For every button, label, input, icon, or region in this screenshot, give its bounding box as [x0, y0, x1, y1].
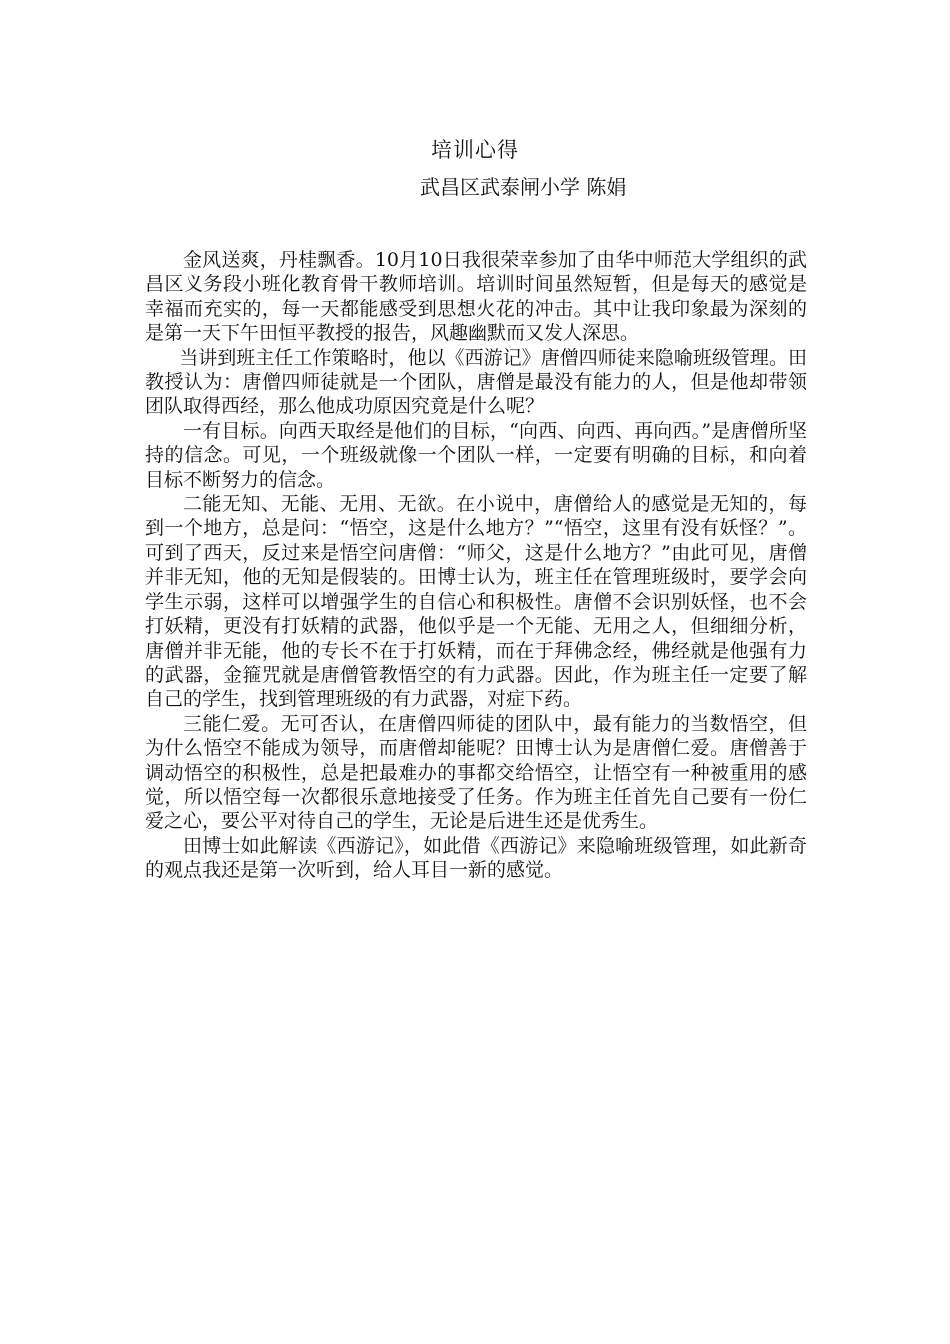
paragraph-point-three: 三能仁爱。无可否认，在唐僧四师徒的团队中，最有能力的当数悟空，但为什么悟空不能成为领导，而唐僧却能呢？田博士认为是唐僧仁爱。唐僧善于调动悟空的积极性，总是把最难办的事都交给悟空，让悟空有一种被重用的感觉，所以悟空每一次都很乐意地接受了任务。作为班主任首先自己要有一份仁爱之心，要公平对待自己的学生，无论是后进生还是优秀生。: [145, 712, 807, 833]
paragraph-conclusion: 田博士如此解读《西游记》，如此借《西游记》来隐喻班级管理，如此新奇的观点我还是第一次听到，给人耳目一新的感觉。: [145, 834, 807, 882]
paragraph-strategy: 当讲到班主任工作策略时，他以《西游记》唐僧四师徒来隐喻班级管理。田教授认为：唐僧四师徒就是一个团队，唐僧是最没有能力的人，但是他却带领团队取得西经，那么他成功原因究竟是什么呢？: [145, 346, 807, 418]
paragraph-intro: 金风送爽，丹桂飘香。10月10日我很荣幸参加了由华中师范大学组织的武昌区义务段小班化教育骨干教师培训。培训时间虽然短暂，但是每天的感觉是幸福而充实的，每一天都能感受到思想火花的冲击。其中让我印象最为深刻的是第一天下午田恒平教授的报告，风趣幽默而又发人深思。: [145, 249, 807, 345]
document-author: 武昌区武泰闸小学 陈娟: [420, 175, 627, 199]
paragraph-point-two: 二能无知、无能、无用、无欲。在小说中，唐僧给人的感觉是无知的，每到一个地方，总是问：“悟空，这是什么地方？”“悟空，这里有没有妖怪？”。可到了西天，反过来是悟空问唐僧：“师父，这是什么地方？”由此可见，唐僧并非无知，他的无知是假装的。田博士认为，班主任在管理班级时，要学会向学生示弱，这样可以增强学生的自信心和积极性。唐僧不会识别妖怪，也不会打妖精，更没有打妖精的武器，他似乎是一个无能、无用之人，但细细分析，唐僧并非无能，他的专长不在于打妖精，而在于拜佛念经，佛经就是他强有力的武器，金箍咒就是唐僧管教悟空的有力武器。因此，作为班主任一定要了解自己的学生，找到管理班级的有力武器，对症下药。: [145, 493, 807, 711]
paragraph-point-one: 一有目标。向西天取经是他们的目标，“向西、向西、再向西。”是唐僧所坚持的信念。可见，一个班级就像一个团队一样，一定要有明确的目标，和向着目标不断努力的信念。: [145, 419, 807, 491]
document-title: 培训心得: [431, 138, 519, 162]
document-body: [145, 248, 807, 883]
